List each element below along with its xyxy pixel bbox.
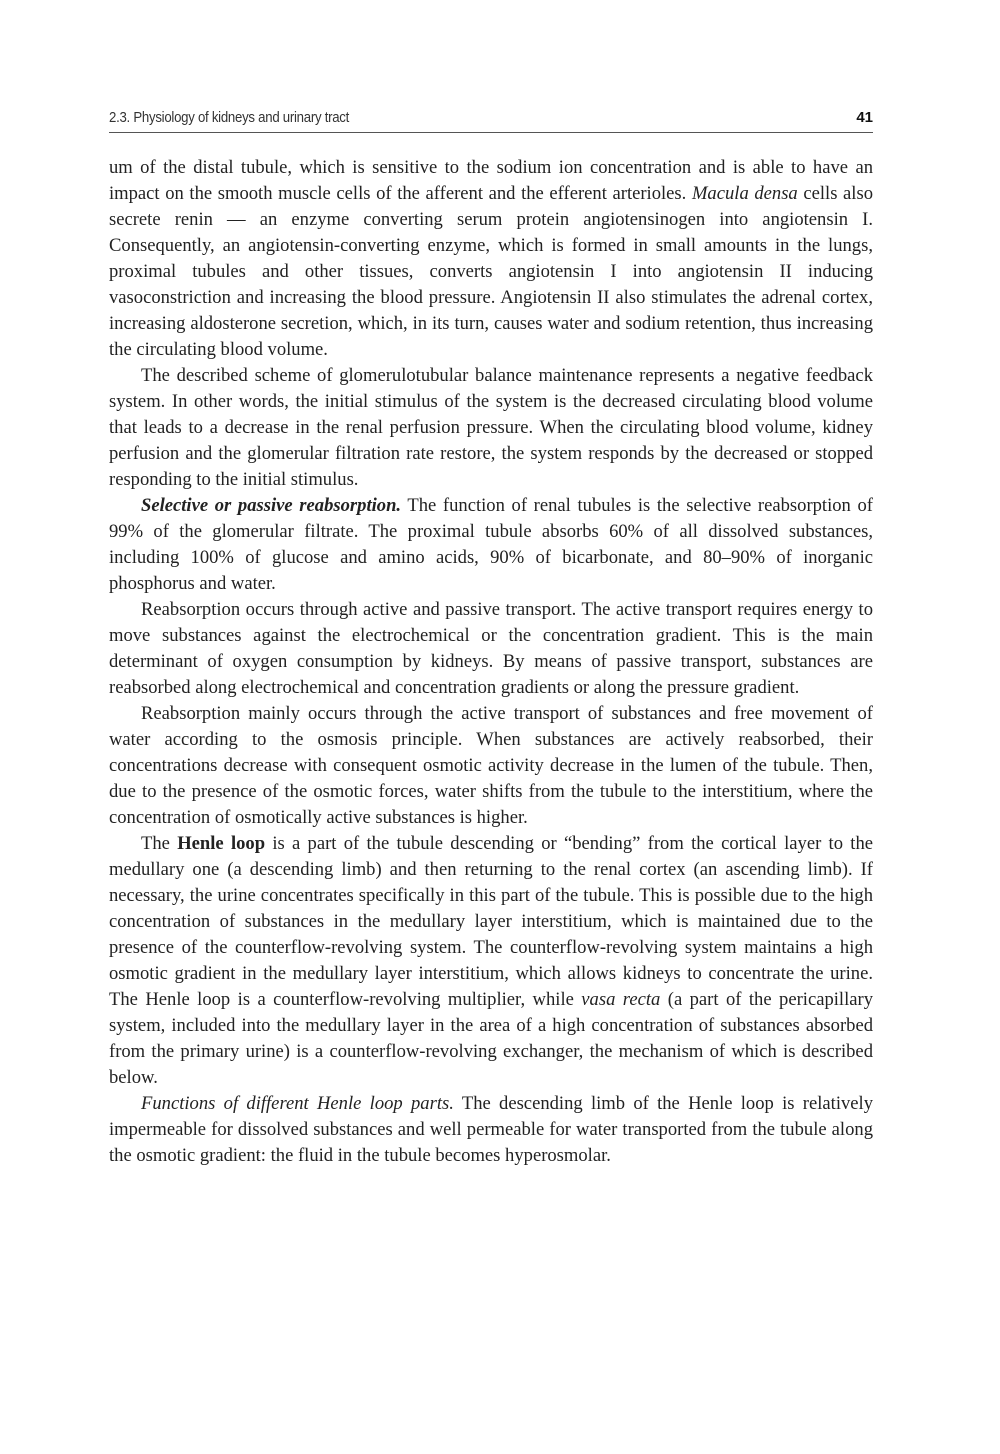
paragraph-active-passive-transport — [109, 597, 873, 701]
term-henle-loop: Henle loop — [177, 833, 266, 854]
paragraph-selective-reabsorption — [109, 493, 873, 597]
text-run: Reabsorption mainly occurs through the active transport of substances and free movement of water according to the osmosis principle. When substances are actively reabsorbed, their concentrations decrease with consequent osmotic activity decrease in the lumen of the tubule. Then, due to the presence of the osmotic forces, water shifts from the tubule to the interstitium, where the concentration of osmotically active substances is higher. — [109, 703, 873, 828]
page-number: 41 — [856, 109, 873, 126]
term-vasa-recta: vasa recta — [581, 989, 661, 1010]
subheading-henle-loop-functions: Functions of different Henle loop parts. — [141, 1093, 454, 1114]
running-head: 2.3. Physiology of kidneys and urinary tract — [109, 109, 350, 126]
paragraph-henle-loop — [109, 831, 873, 1091]
text-run: is a part of the tubule descending or “bending” from the cortical layer to the medullary one (a descending limb) and then returning to the renal cortex (an ascending limb). If necessary, the urine concentrates specifically in this part of the tubule. This is possible due to the high concentration of substances in the medullary layer interstitium, which is maintained due to the presence of the counterflow-revolving system. The counterflow-revolving system maintains a high osmotic gradient in the medullary layer interstitium, which allows kidneys to concentrate the urine. The Henle loop is a counterflow-revolving multiplier, while — [109, 833, 874, 1010]
text-run: cells also secrete renin — an enzyme converting serum protein angiotensinogen into angiotensin I. Consequently, an angiotensin-converting enzyme, which is formed in small amounts in the lungs, proximal tubules and other tissues, converts angiotensin I into angiotensin II inducing vasoconstriction and increasing the blood pressure. Angiotensin II also stimulates the adrenal cortex, increasing aldosterone secretion, which, in its turn, causes water and sodium retention, thus increasing the circulating blood volume. — [109, 183, 873, 360]
subheading-selective-reabsorption: Selective or passive reabsorption. — [141, 495, 402, 516]
text-run: The — [141, 833, 178, 854]
paragraph-negative-feedback — [109, 363, 873, 493]
text-run: (a part of the pericapillary system, included into the medullary layer in the area of a high concentration of substances absorbed from the primary urine) is a counterflow-revolving exchanger, the mechanism of which is described below. — [109, 989, 873, 1088]
paragraph-henle-loop-functions — [109, 1091, 873, 1169]
term-macula-densa: Macula densa — [691, 183, 798, 204]
text-run: The described scheme of glomerulotubular balance maintenance represents a negative feedback system. In other words, the initial stimulus of the system is the decreased circulating blood volume that leads to a decrease in the renal perfusion pressure. When the circulating blood volume, kidney perfusion and the glomerular filtration rate restore, the system responds by the decreased or stopped responding to the initial stimulus. — [109, 365, 873, 490]
text-run: Reabsorption occurs through active and passive transport. The active transport requires energy to move substances against the electrochemical or the concentration gradient. This is the main determinant of oxygen consumption by kidneys. By means of passive transport, substances are reabsorbed along electrochemical and concentration gradients or along the pressure gradient. — [109, 599, 873, 698]
text-run: um of the distal tubule, which is sensitive to the sodium ion concentration and is able to have an impact on the smooth muscle cells of the afferent and the efferent arterioles. — [109, 157, 873, 204]
paragraph-osmosis — [109, 701, 873, 831]
text-run: The descending limb of the Henle loop is relatively impermeable for dissolved substances and well permeable for water transported from the tubule along the osmotic gradient: the fluid in the tubule becomes hyperosmolar. — [109, 1093, 873, 1166]
text-run: The function of renal tubules is the selective reabsorption of 99% of the glomerular filtrate. The proximal tubule absorbs 60% of all dissolved substances, including 100% of glucose and amino acids, 90% of bicarbonate, and 80–90% of inorganic phosphorus and water. — [109, 495, 873, 594]
paragraph-renin-angiotensin — [109, 155, 873, 363]
body-text — [109, 155, 873, 1169]
page-header — [109, 106, 873, 133]
